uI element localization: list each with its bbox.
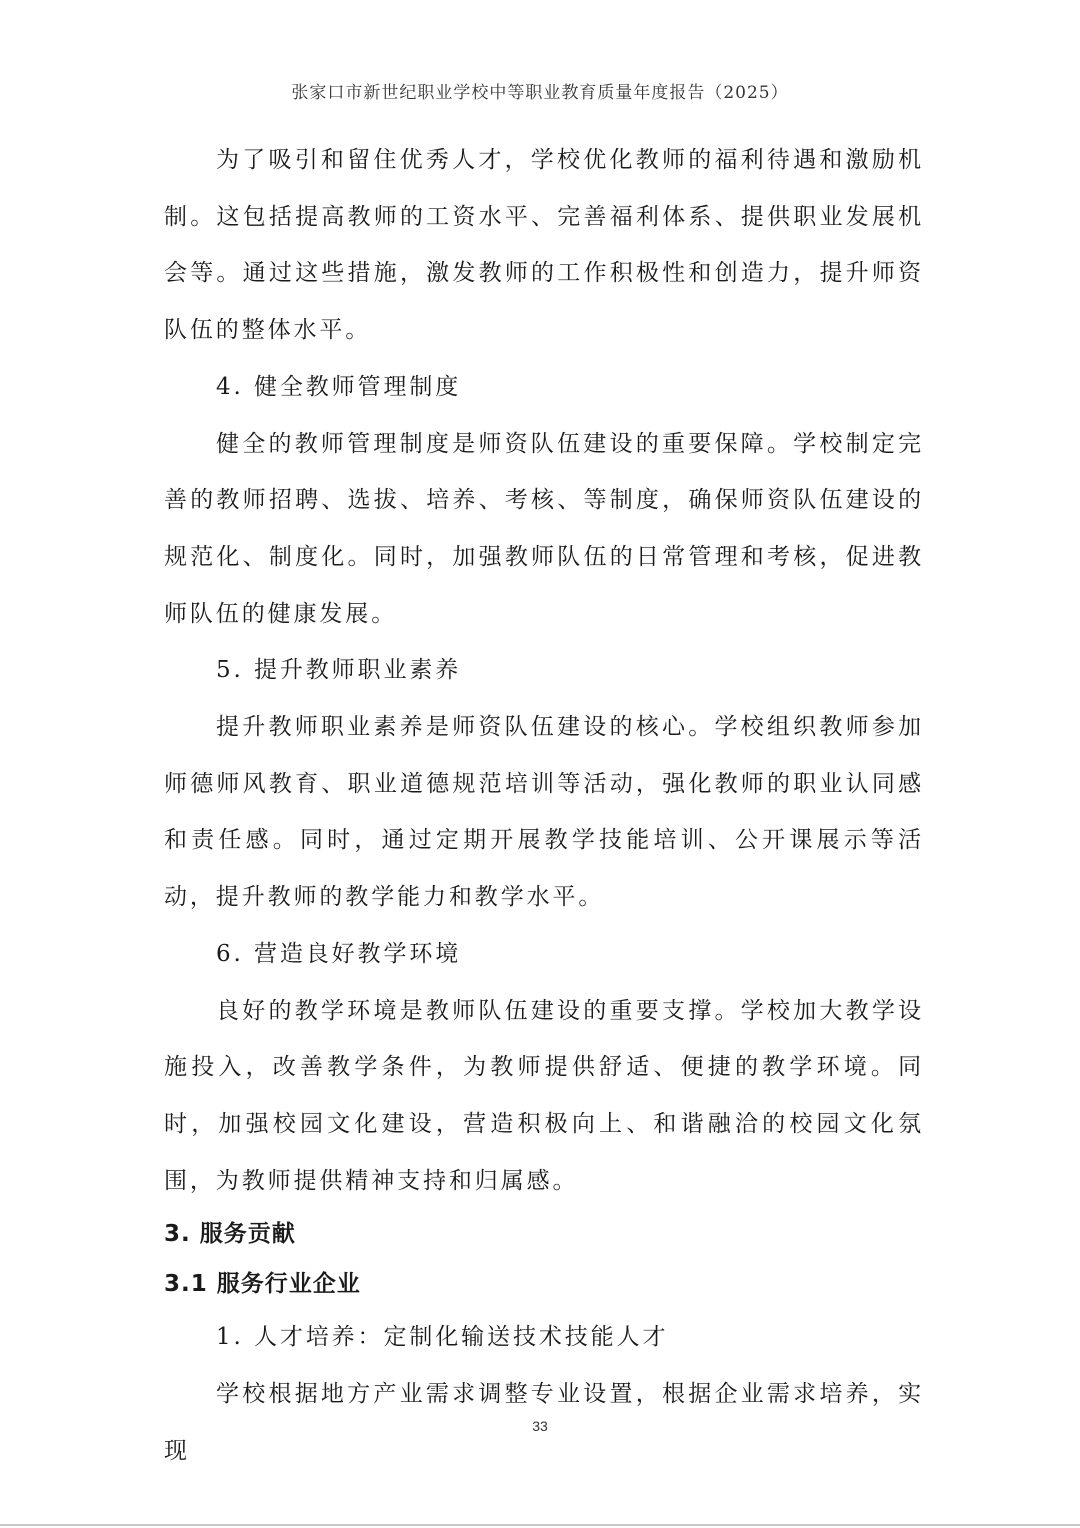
paragraph-management-system: 健全的教师管理制度是师资队伍建设的重要保障。学校制定完善的教师招聘、选拔、培养、考核、等制度，确保师资队伍建设的规范化、制度化。同时，加强教师队伍的日常管理和考核，促进教师队伍的健康发展。: [164, 430, 924, 627]
document-body: [164, 132, 924, 1479]
paragraph-professional-quality: 提升教师职业素养是师资队伍建设的核心。学校组织教师参加师德师风教育、职业道德规范培训等活动，强化教师的职业认同感和责任感。同时，通过定期开展教学技能培训、公开课展示等活动，提升教师的教学能力和教学水平。: [164, 714, 924, 911]
subheading-professional-quality: 5. 提升教师职业素养: [216, 657, 462, 684]
section-heading-serve-industry: 3.1 服务行业企业: [164, 1271, 361, 1298]
paragraph-welfare-incentives: 为了吸引和留住优秀人才，学校优化教师的福利待遇和激励机制。这包括提高教师的工资水平、完善福利体系、提供职业发展机会等。通过这些措施，激发教师的工作积极性和创造力，提升师资队伍的整体水平。: [164, 147, 924, 344]
section-heading-service-contribution: 3. 服务贡献: [164, 1221, 296, 1248]
subheading-talent-cultivation: 1. 人才培养：定制化输送技术技能人才: [216, 1324, 669, 1351]
paragraph-teaching-environment: 良好的教学环境是教师队伍建设的重要支撑。学校加大教学设施投入，改善教学条件，为教师提供舒适、便捷的教学环境。同时，加强校园文化建设，营造积极向上、和谐融洽的校园文化氛围，为教师提供精神支持和归属感。: [164, 997, 924, 1194]
page-bottom-divider: [0, 1524, 1080, 1526]
page-header: 张家口市新世纪职业学校中等职业教育质量年度报告（2025）: [291, 83, 789, 103]
paragraph-talent-cultivation: 学校根据地方产业需求调整专业设置，根据企业需求培养，实现: [164, 1381, 924, 1464]
subheading-teaching-environment: 6. 营造良好教学环境: [216, 940, 462, 967]
page-number: 33: [532, 1418, 548, 1434]
subheading-management-system: 4. 健全教师管理制度: [216, 373, 462, 400]
